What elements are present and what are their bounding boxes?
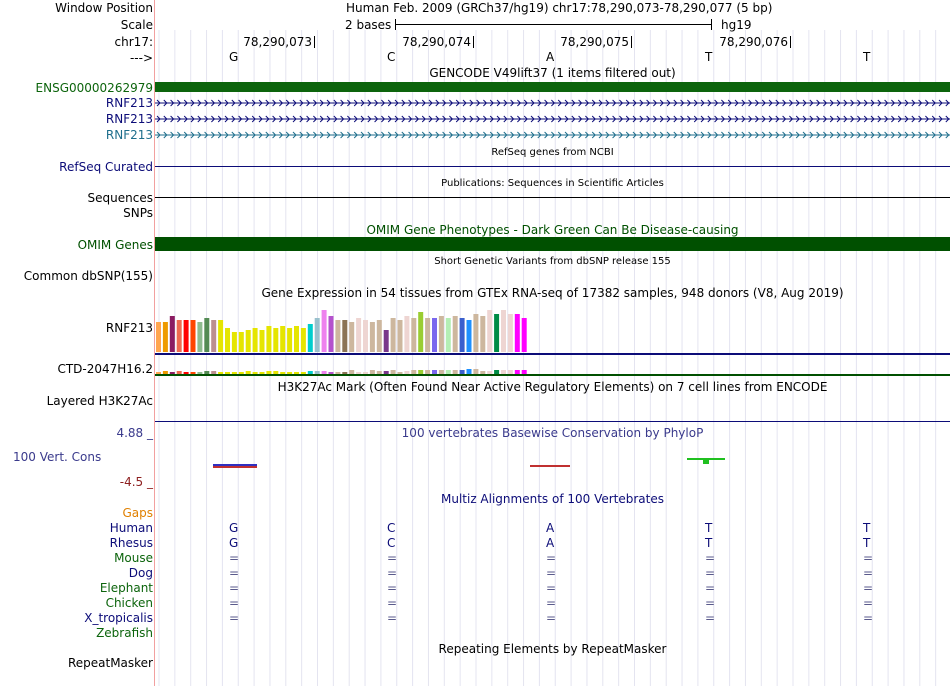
gtex-tissue-bar xyxy=(349,322,354,352)
species-label[interactable]: Human xyxy=(109,521,153,535)
scale-bar-right xyxy=(711,19,712,30)
gtex-tissue-bar xyxy=(177,320,182,352)
alignment-base: C xyxy=(387,521,396,535)
gtex-tissue-bar xyxy=(211,320,216,352)
scale-bar-left xyxy=(395,19,396,30)
gencode-item-label[interactable]: ENSG00000262979 xyxy=(35,81,153,95)
phylop-title: 100 vertebrates Basewise Conservation by PhyloP xyxy=(401,426,704,440)
h3k27ac-title: H3K27Ac Mark (Often Found Near Active Regulatory Elements) on 7 cell lines from ENCODE xyxy=(277,380,828,394)
gaps-label[interactable]: Gaps xyxy=(122,506,153,520)
snps-label[interactable]: SNPs xyxy=(123,206,153,220)
gtex-tissue-bar xyxy=(473,314,478,352)
multiz-title: Multiz Alignments of 100 Vertebrates xyxy=(440,492,665,506)
alignment-base: T xyxy=(863,536,871,550)
scale-bar xyxy=(395,24,712,25)
gtex-tissue-bar xyxy=(170,316,175,352)
coordinate-tick xyxy=(314,36,315,48)
alignment-base: = xyxy=(229,551,240,565)
alignment-base: = xyxy=(229,596,240,610)
gencode-title: GENCODE V49lift37 (1 items filtered out) xyxy=(429,66,676,80)
sequences-label[interactable]: Sequences xyxy=(87,191,153,205)
gtex-tissue-bar xyxy=(487,310,492,352)
refseq-line[interactable] xyxy=(155,166,950,167)
omim-gene-bar[interactable] xyxy=(155,237,950,251)
phylop-max-label: 4.88 _ xyxy=(116,426,153,440)
alignment-base: = xyxy=(863,581,874,595)
gtex-tissue-bar xyxy=(225,328,230,352)
rnf213-transcript-3[interactable] xyxy=(155,131,950,139)
gtex-tissue-bar xyxy=(398,320,403,352)
alignment-base: = xyxy=(387,596,398,610)
gtex-tissue-bar xyxy=(280,326,285,352)
gtex-title: Gene Expression in 54 tissues from GTEx RNA-seq of 17382 samples, 948 donors (V8, Aug 2019) xyxy=(261,286,844,300)
gtex-expression-chart[interactable] xyxy=(155,296,950,356)
gtex-tissue-bar xyxy=(266,326,271,352)
alignment-base: = xyxy=(546,581,557,595)
species-label[interactable]: Dog xyxy=(128,566,153,580)
alignment-base: = xyxy=(863,596,874,610)
gtex-tissue-bar xyxy=(156,322,161,352)
repeatmasker-title: Repeating Elements by RepeatMasker xyxy=(438,642,667,656)
alignment-base: = xyxy=(229,581,240,595)
gtex-tissue-bar xyxy=(287,328,292,352)
gtex-tissue-bar xyxy=(453,316,458,352)
species-label[interactable]: X_tropicalis xyxy=(84,611,153,625)
alignment-base: = xyxy=(387,611,398,625)
gtex-expression-chart-2[interactable] xyxy=(155,356,950,376)
alignment-base: = xyxy=(863,566,874,580)
gtex-tissue-bar xyxy=(522,318,527,352)
gtex-tissue-bar xyxy=(322,310,327,352)
gtex-tissue-bar xyxy=(197,322,202,352)
alignment-base: C xyxy=(387,536,396,550)
alignment-base: = xyxy=(863,551,874,565)
coordinate-tick xyxy=(473,36,474,48)
coordinate-tick xyxy=(790,36,791,48)
gtex-gene-2-line xyxy=(155,374,950,376)
gtex-tissue-bar xyxy=(315,318,320,352)
assembly-label: hg19 xyxy=(721,18,752,32)
gtex-tissue-bar xyxy=(404,316,409,352)
gtex-gene-2-label[interactable]: CTD-2047H16.2 xyxy=(57,362,153,376)
rnf213-track-2-label[interactable]: RNF213 xyxy=(105,112,153,126)
alignment-base: = xyxy=(546,551,557,565)
h3k27ac-baseline xyxy=(155,421,950,422)
h3k27ac-label[interactable]: Layered H3K27Ac xyxy=(46,394,153,408)
alignment-base: = xyxy=(863,611,874,625)
rnf213-transcript-1[interactable] xyxy=(155,99,950,107)
base-letter: A xyxy=(546,50,555,64)
repeatmasker-label[interactable]: RepeatMasker xyxy=(67,656,153,670)
coordinate-label: 78,290,075 xyxy=(560,35,629,49)
alignment-base: T xyxy=(705,521,713,535)
gtex-tissue-bar xyxy=(163,322,168,352)
base-letter: C xyxy=(387,50,396,64)
alignment-base: = xyxy=(387,566,398,580)
gtex-tissue-bar xyxy=(232,332,237,352)
coordinate-label: 78,290,073 xyxy=(243,35,312,49)
refseq-title: RefSeq genes from NCBI xyxy=(491,147,614,158)
publications-title: Publications: Sequences in Scientific Articles xyxy=(441,178,664,189)
coordinate-label: 78,290,074 xyxy=(402,35,471,49)
gtex-tissue-bar xyxy=(294,326,299,352)
gtex-tissue-bar xyxy=(370,322,375,352)
gtex-tissue-bar xyxy=(308,324,313,352)
alignment-base: = xyxy=(546,611,557,625)
alignment-base: T xyxy=(705,536,713,550)
gtex-tissue-bar xyxy=(204,318,209,352)
alignment-base: = xyxy=(705,581,716,595)
gtex-tissue-bar xyxy=(273,328,278,352)
gtex-tissue-bar xyxy=(342,320,347,352)
gtex-tissue-bar xyxy=(480,316,485,352)
gtex-tissue-bar xyxy=(218,320,223,352)
gtex-tissue-bar xyxy=(301,328,306,352)
gtex-tissue-bar xyxy=(363,320,368,352)
gencode-gene-bar[interactable] xyxy=(155,82,950,92)
scale-text: 2 bases xyxy=(345,18,392,32)
species-label[interactable]: Chicken xyxy=(105,596,153,610)
coordinate-label: 78,290,076 xyxy=(719,35,788,49)
gtex-tissue-bar xyxy=(391,318,396,352)
base-letter: G xyxy=(229,50,239,64)
alignment-base: G xyxy=(229,536,239,550)
alignment-base: = xyxy=(387,551,398,565)
gtex-tissue-bar xyxy=(246,330,251,352)
gtex-tissue-bar xyxy=(425,318,430,352)
gtex-tissue-bar xyxy=(377,320,382,352)
gtex-tissue-bar xyxy=(260,330,265,352)
species-label[interactable]: Rhesus xyxy=(109,536,153,550)
gtex-tissue-bar xyxy=(418,312,423,352)
gtex-tissue-bar xyxy=(191,320,196,352)
dbsnp-title: Short Genetic Variants from dbSNP release 155 xyxy=(434,256,671,267)
rnf213-transcript-2[interactable] xyxy=(155,115,950,123)
coordinate-tick xyxy=(631,36,632,48)
gtex-tissue-bar xyxy=(446,318,451,352)
gtex-tissue-bar xyxy=(432,318,437,352)
alignment-base: = xyxy=(546,566,557,580)
gtex-tissue-bar xyxy=(439,316,444,352)
chrom-label: chr17: xyxy=(114,35,153,49)
gtex-tissue-bar xyxy=(239,332,244,352)
gtex-tissue-bar xyxy=(329,316,334,352)
gtex-tissue-bar xyxy=(335,320,340,352)
gtex-tissue-bar xyxy=(356,318,361,352)
alignment-base: G xyxy=(229,521,239,535)
alignment-base: = xyxy=(387,581,398,595)
alignment-base: = xyxy=(705,611,716,625)
gtex-tissue-bar xyxy=(411,318,416,352)
rnf213-track-3-label[interactable]: RNF213 xyxy=(105,128,153,142)
phylop-min-label: -4.5 _ xyxy=(119,475,153,489)
alignment-base: = xyxy=(229,566,240,580)
omim-label[interactable]: OMIM Genes xyxy=(77,238,153,252)
gtex-gene-1-label[interactable]: RNF213 xyxy=(105,321,153,335)
gtex-tissue-bar xyxy=(253,328,258,352)
base-letter: T xyxy=(705,50,713,64)
rnf213-track-1-label[interactable]: RNF213 xyxy=(105,96,153,110)
phylop-score-mark xyxy=(703,459,709,464)
gtex-gene-1-line xyxy=(155,353,950,355)
alignment-base: = xyxy=(546,596,557,610)
alignment-base: = xyxy=(705,551,716,565)
phylop-signal[interactable] xyxy=(155,445,950,485)
gtex-tissue-bar xyxy=(184,320,189,352)
gtex-tissue-bar xyxy=(508,314,513,352)
refseq-label[interactable]: RefSeq Curated xyxy=(59,160,153,174)
strand-arrow-label: ---> xyxy=(129,51,153,65)
position-text: Human Feb. 2009 (GRCh37/hg19) chr17:78,290,073-78,290,077 (5 bp) xyxy=(346,1,773,15)
phylop-label[interactable]: 100 Vert. Cons xyxy=(13,450,102,464)
gtex-tissue-bar xyxy=(515,314,520,352)
dbsnp-label[interactable]: Common dbSNP(155) xyxy=(23,269,153,283)
gtex-tissue-bar xyxy=(501,310,506,352)
species-label[interactable]: Mouse xyxy=(114,551,153,565)
alignment-base: T xyxy=(863,521,871,535)
omim-title: OMIM Gene Phenotypes - Dark Green Can Be Disease-causing xyxy=(366,223,739,237)
species-label[interactable]: Zebrafish xyxy=(96,626,153,640)
alignment-base: A xyxy=(546,521,555,535)
gtex-tissue-bar xyxy=(467,320,472,352)
gtex-tissue-bar xyxy=(384,330,389,352)
base-letter: T xyxy=(863,50,871,64)
window-position-label: Window Position xyxy=(55,1,153,15)
alignment-base: = xyxy=(705,566,716,580)
alignment-base: = xyxy=(705,596,716,610)
alignment-base: = xyxy=(229,611,240,625)
scale-label: Scale xyxy=(120,18,153,32)
gtex-tissue-bar xyxy=(494,314,499,352)
publications-line[interactable] xyxy=(155,197,950,198)
species-label[interactable]: Elephant xyxy=(99,581,153,595)
gtex-tissue-bar xyxy=(460,318,465,352)
alignment-base: A xyxy=(546,536,555,550)
